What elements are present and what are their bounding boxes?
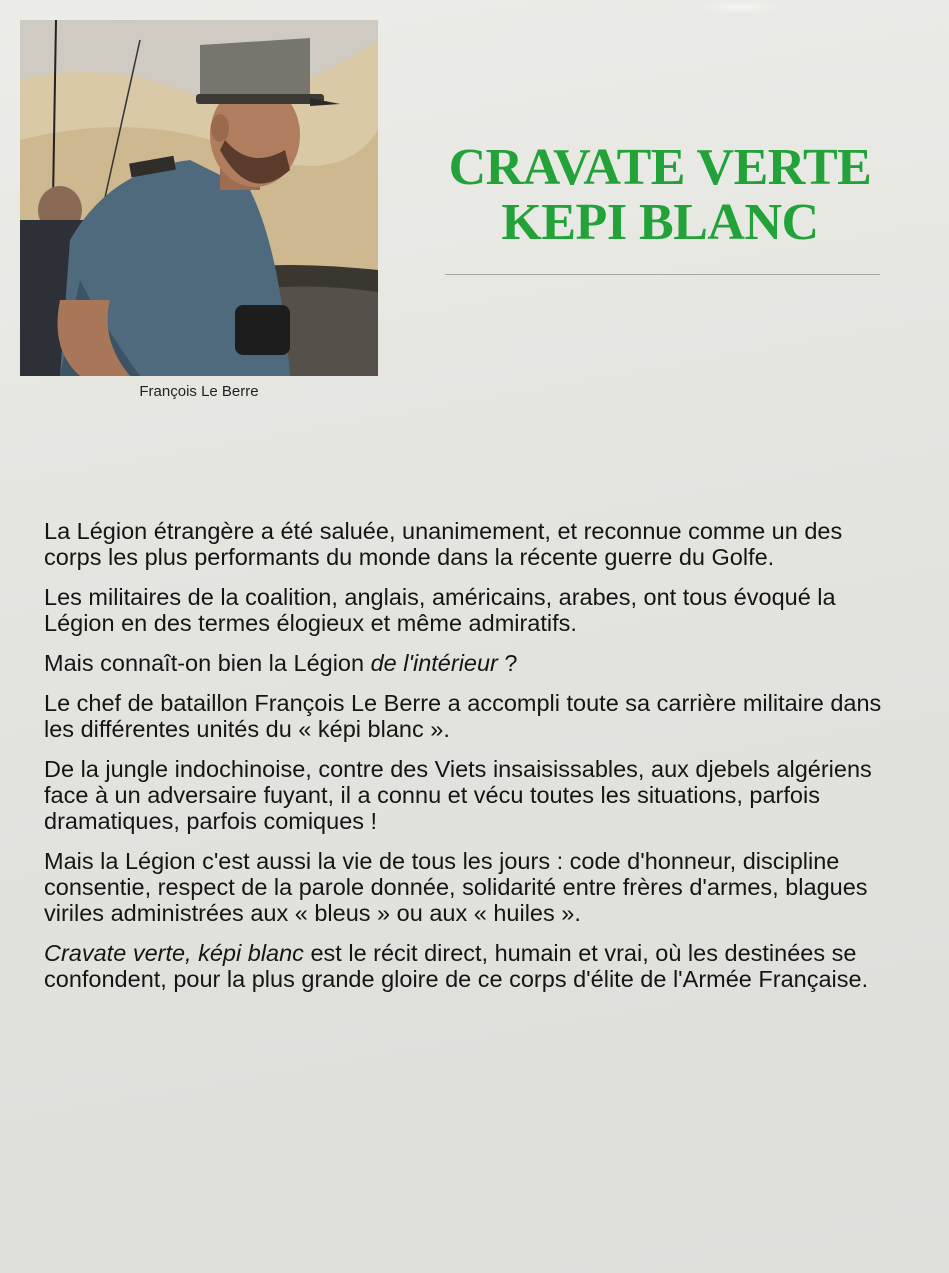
paragraph-1: La Légion étrangère a été saluée, unanimement, et reconnue comme un des corps les plus performants du monde dans la récente guerre du Golfe. xyxy=(44,518,843,570)
title-line-2: KEPI BLANC xyxy=(501,194,819,251)
paragraph-7-text: est le récit direct, humain et vrai, où les destinées se confondent, pour la plus grande gloire de ce corps d'élite de l'Armée Française. xyxy=(44,940,869,992)
book-title xyxy=(420,140,900,250)
paragraph-7 xyxy=(44,940,899,992)
paragraph-3-end: ? xyxy=(497,650,518,676)
paragraph-5: De la jungle indochinoise, contre des Viets insaisissables, aux djebels algériens face à un adversaire fuyant, il a connu et vécu toutes les situations, parfois dramatiques, parfois comiques ! xyxy=(44,756,872,834)
title-line-1: CRAVATE VERTE xyxy=(448,139,872,196)
photo-caption: François Le Berre xyxy=(139,383,259,400)
paragraph-3 xyxy=(44,650,899,676)
paragraph-4: Le chef de bataillon François Le Berre a accompli toute sa carrière militaire dans les différentes unités du « képi blanc ». xyxy=(44,690,882,742)
cover-wear-mark xyxy=(700,0,780,14)
title-divider xyxy=(445,274,880,275)
paragraph-3-text: Mais connaît-on bien la Légion xyxy=(44,650,371,676)
paragraph-6: Mais la Légion c'est aussi la vie de tous les jours : code d'honneur, discipline consentie, respect de la parole donnée, solidarité entre frères d'armes, blagues viriles administrées aux « bleus » ou aux « huiles ». xyxy=(44,848,868,926)
author-photo xyxy=(20,20,378,376)
paragraph-2: Les militaires de la coalition, anglais, américains, arabes, ont tous évoqué la Légion en des termes élogieux et même admiratifs. xyxy=(44,584,836,636)
portrait-photo-icon xyxy=(20,20,378,376)
paragraph-3-italic: de l'intérieur xyxy=(370,650,498,676)
paragraph-7-italic: Cravate verte, képi blanc xyxy=(44,940,304,966)
blurb-text xyxy=(44,518,899,1006)
